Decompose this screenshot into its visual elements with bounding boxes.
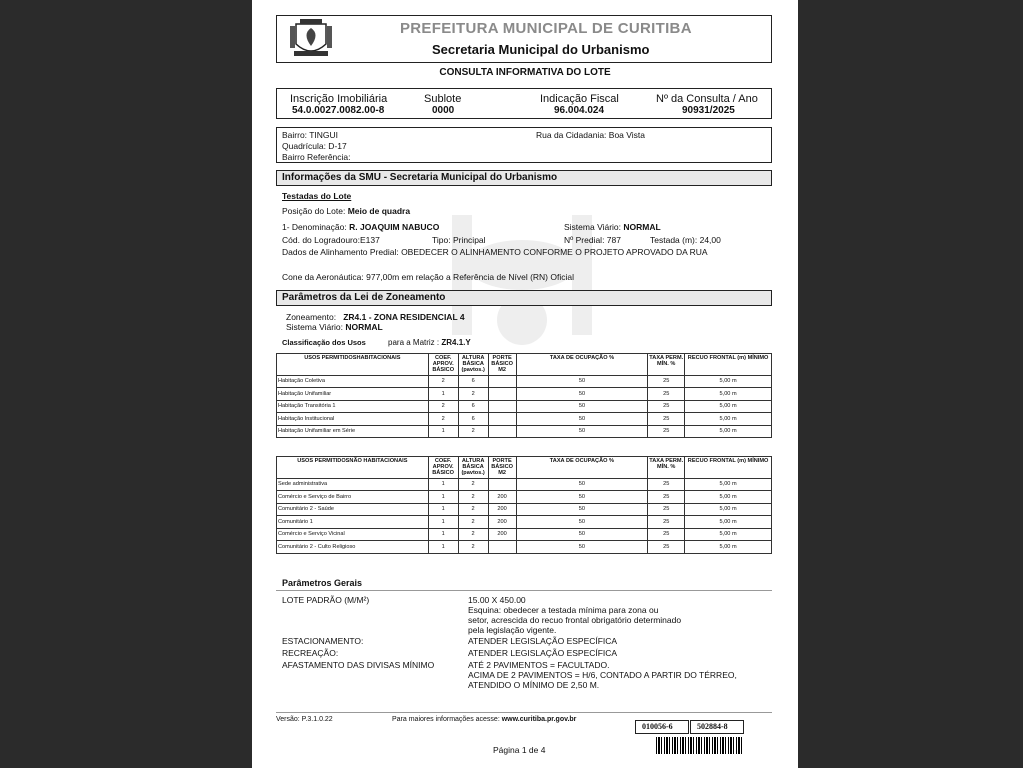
hab-header-4: TAXA DE OCUPAÇÃO % xyxy=(516,354,648,376)
nao-cell: 200 xyxy=(488,503,516,516)
nao-header-6: RECUO FRONTAL (m) MÍNIMO xyxy=(685,457,772,479)
nao-cell: 50 xyxy=(516,516,648,529)
alinhamento: Dados de Alinhamento Predial: OBEDECER O ALINHAMENTO CONFORME O PROJETO APROVADO DA RUA xyxy=(282,247,708,257)
bairro: Bairro: TINGUI xyxy=(282,130,339,140)
nao-header-3: PORTE BÁSICO M2 xyxy=(488,457,516,479)
posicao-label: Posição do Lote: xyxy=(282,206,346,216)
sublote-value: 0000 xyxy=(432,105,455,116)
nao-cell: 25 xyxy=(648,528,685,541)
table-row xyxy=(277,528,772,541)
nao-header-4: TAXA DE OCUPAÇÃO % xyxy=(516,457,648,479)
website-link[interactable]: www.curitiba.pr.gov.br xyxy=(501,716,577,723)
quadricula: Quadrícula: D-17 xyxy=(282,141,347,151)
nao-cell: Sede administrativa xyxy=(277,478,429,491)
inscricao-label: Inscrição Imobiliária xyxy=(290,93,388,105)
nao-cell: 2 xyxy=(458,503,488,516)
nao-cell: 25 xyxy=(648,491,685,504)
nao-cell: 200 xyxy=(488,516,516,529)
lote-padrao-value: 15.00 X 450.00 xyxy=(468,595,526,605)
usos-habitacionais-table xyxy=(276,353,772,438)
nao-cell: 50 xyxy=(516,528,648,541)
hab-cell: Habitação Unifamiliar xyxy=(277,388,429,401)
nao-cell: 200 xyxy=(488,491,516,504)
zoneamento-value: ZR4.1 - ZONA RESIDENCIAL 4 xyxy=(343,312,465,322)
nao-cell: 25 xyxy=(648,478,685,491)
nao-cell: 2 xyxy=(458,516,488,529)
hab-cell: 2 xyxy=(458,388,488,401)
hab-cell xyxy=(488,375,516,388)
hab-cell: 5,00 m xyxy=(685,400,772,413)
nao-cell: 25 xyxy=(648,541,685,554)
hab-cell: 25 xyxy=(648,375,685,388)
code-2: 502884-8 xyxy=(697,722,728,731)
footer-divider xyxy=(276,712,772,713)
recreacao-value: ATENDER LEGISLAÇÃO ESPECÍFICA xyxy=(468,648,618,658)
nao-cell: 1 xyxy=(428,516,458,529)
barcode xyxy=(656,737,744,754)
hab-cell: 2 xyxy=(458,425,488,438)
nao-cell: 5,00 m xyxy=(685,491,772,504)
posicao-lote xyxy=(282,206,410,216)
lote-padrao-note-2: setor, acrescida do recuo frontal obrigatório determinado xyxy=(468,615,682,625)
sistema-value: NORMAL xyxy=(623,222,661,232)
posicao-value: Meio de quadra xyxy=(347,206,411,216)
hab-cell: 25 xyxy=(648,388,685,401)
nao-cell: 5,00 m xyxy=(685,528,772,541)
hab-header-0: USOS PERMITIDOSHABITACIONAIS xyxy=(277,354,429,376)
hab-cell: 50 xyxy=(516,388,648,401)
hab-cell: Habitação Unifamiliar em Série xyxy=(277,425,429,438)
nao-cell: 1 xyxy=(428,491,458,504)
lote-padrao-note-1: Esquina: obedecer a testada mínima para zona ou xyxy=(468,605,659,615)
hab-cell: 5,00 m xyxy=(685,413,772,426)
hab-cell: 50 xyxy=(516,400,648,413)
zoneamento-sistema xyxy=(286,322,383,332)
hab-cell: 5,00 m xyxy=(685,425,772,438)
hab-header-1: COEF. APROV. BÁSICO xyxy=(428,354,458,376)
hab-cell: 1 xyxy=(428,388,458,401)
hab-cell: 6 xyxy=(458,400,488,413)
hab-cell: 5,00 m xyxy=(685,388,772,401)
hab-cell: 1 xyxy=(428,425,458,438)
hab-cell: 2 xyxy=(428,413,458,426)
table-row xyxy=(277,375,772,388)
zoneamento-label: Zoneamento: xyxy=(286,312,337,322)
hab-cell xyxy=(488,413,516,426)
page-number: Página 1 de 4 xyxy=(493,745,546,755)
table-row xyxy=(277,400,772,413)
table-row xyxy=(277,503,772,516)
matriz-value: ZR4.1.Y xyxy=(441,338,471,347)
hab-cell: 2 xyxy=(428,400,458,413)
table-row xyxy=(277,478,772,491)
nao-cell: 5,00 m xyxy=(685,503,772,516)
sistema-viario xyxy=(564,222,661,232)
indicacao-label: Indicação Fiscal xyxy=(540,93,619,105)
indicacao-value: 96.004.024 xyxy=(554,105,605,116)
n-predial: Nº Predial: 787 xyxy=(564,235,621,245)
nao-cell: 1 xyxy=(428,503,458,516)
nao-cell: Comércio e Serviço de Bairro xyxy=(277,491,429,504)
tipo: Tipo: Principal xyxy=(432,235,486,245)
hab-cell: 6 xyxy=(458,375,488,388)
nao-cell: 5,00 m xyxy=(685,516,772,529)
hab-cell: Habitação Coletiva xyxy=(277,375,429,388)
nao-cell xyxy=(488,541,516,554)
nao-cell: 2 xyxy=(458,541,488,554)
afastamento-value-1: ATÉ 2 PAVIMENTOS = FACULTADO. xyxy=(468,660,610,670)
nao-cell: 200 xyxy=(488,528,516,541)
nao-cell: 2 xyxy=(458,478,488,491)
table-row xyxy=(277,413,772,426)
hab-cell: 5,00 m xyxy=(685,375,772,388)
hab-cell: Habitação Institucional xyxy=(277,413,429,426)
hab-cell: 50 xyxy=(516,375,648,388)
nao-cell: 50 xyxy=(516,503,648,516)
recreacao-label: RECREAÇÃO: xyxy=(282,648,339,658)
hab-cell xyxy=(488,425,516,438)
hab-header-3: PORTE BÁSICO M2 xyxy=(488,354,516,376)
classificacao-usos: Classificação dos Usos xyxy=(282,338,366,347)
zoneamento-line xyxy=(286,312,465,322)
denominacao-value: R. JOAQUIM NABUCO xyxy=(349,222,440,232)
testada: Testada (m): 24,00 xyxy=(650,235,721,245)
inscricao-value: 54.0.0027.0082.00-8 xyxy=(292,105,385,116)
smu-section-title: Informações da SMU - Secretaria Municipal do Urbanismo xyxy=(276,170,772,186)
estacionamento-value: ATENDER LEGISLAÇÃO ESPECÍFICA xyxy=(468,636,618,646)
nao-cell: Comunitário 2 - Culto Religioso xyxy=(277,541,429,554)
nao-cell: 50 xyxy=(516,491,648,504)
usos-nao-habitacionais-table xyxy=(276,456,772,554)
matriz xyxy=(388,338,471,347)
hab-cell: 6 xyxy=(458,413,488,426)
zoneamento-sistema-label: Sistema Viário: xyxy=(286,322,344,332)
more-info-label: Para maiores informações acesse: xyxy=(392,716,500,723)
zoneamento-section-title: Parâmetros da Lei de Zoneamento xyxy=(276,290,772,306)
parametros-gerais-title: Parâmetros Gerais xyxy=(282,578,363,588)
consulta-label: Nº da Consulta / Ano xyxy=(656,93,758,105)
nao-cell: Comunitário 2 - Saúde xyxy=(277,503,429,516)
testadas-title: Testadas do Lote xyxy=(282,191,352,201)
sublote-label: Sublote xyxy=(424,93,462,105)
curitiba-coat-of-arms-logo xyxy=(288,18,334,60)
nao-header-0: USOS PERMITIDOSNÃO HABITACIONAIS xyxy=(277,457,429,479)
more-info xyxy=(392,716,576,723)
nao-cell xyxy=(488,478,516,491)
hab-header-2: ALTURA BÁSICA (pavtos.) xyxy=(458,354,488,376)
document-page xyxy=(252,0,798,768)
afastamento-value-2: ACIMA DE 2 PAVIMENTOS = H/6, CONTADO A PARTIR DO TÉRREO, xyxy=(468,670,737,680)
table-row xyxy=(277,516,772,529)
hab-header-5: TAXA PERM. MÍN. % xyxy=(648,354,685,376)
code-1: 010056-6 xyxy=(642,722,673,731)
hab-cell: Habitação Transitória 1 xyxy=(277,400,429,413)
nao-cell: 2 xyxy=(458,528,488,541)
hab-cell: 2 xyxy=(428,375,458,388)
table-row xyxy=(277,425,772,438)
nao-cell: 1 xyxy=(428,541,458,554)
sistema-label: Sistema Viário: xyxy=(564,222,622,232)
nao-header-5: TAXA PERM. MÍN. % xyxy=(648,457,685,479)
zoneamento-sistema-value: NORMAL xyxy=(345,322,383,332)
afastamento-value-3: ATENDIDO O MÍNIMO DE 2,50 M. xyxy=(468,680,600,690)
nao-cell: 50 xyxy=(516,478,648,491)
denominacao xyxy=(282,222,439,232)
nao-cell: Comunitário 1 xyxy=(277,516,429,529)
cone-aeronautica: Cone da Aeronáutica: 977,00m em relação a Referência de Nível (RN) Oficial xyxy=(282,272,574,282)
hab-cell: 25 xyxy=(648,425,685,438)
rua-cidadania: Rua da Cidadania: Boa Vista xyxy=(536,130,646,140)
consulta-value: 90931/2025 xyxy=(682,105,735,116)
gerais-divider xyxy=(276,590,772,591)
nao-cell: Comércio e Serviço Vicinal xyxy=(277,528,429,541)
denominacao-label: 1- Denominação: xyxy=(282,222,347,232)
city-hall-title: PREFEITURA MUNICIPAL DE CURITIBA xyxy=(400,20,692,37)
afastamento-label: AFASTAMENTO DAS DIVISAS MÍNIMO xyxy=(282,660,435,670)
versao: Versão: P.3.1.0.22 xyxy=(276,716,333,723)
nao-cell: 2 xyxy=(458,491,488,504)
nao-cell: 1 xyxy=(428,478,458,491)
secretaria-subtitle: Secretaria Municipal do Urbanismo xyxy=(432,42,650,57)
nao-header-1: COEF. APROV. BÁSICO xyxy=(428,457,458,479)
table-row xyxy=(277,388,772,401)
nao-cell: 5,00 m xyxy=(685,478,772,491)
hab-cell: 50 xyxy=(516,413,648,426)
hab-cell xyxy=(488,388,516,401)
document-heading: CONSULTA INFORMATIVA DO LOTE xyxy=(439,67,611,78)
bairro-referencia: Bairro Referência: xyxy=(282,152,351,162)
lote-padrao-label: LOTE PADRÃO (M/M²) xyxy=(282,595,370,605)
nao-cell: 25 xyxy=(648,516,685,529)
matriz-label: para a Matriz : xyxy=(388,338,440,347)
hab-header-6: RECUO FRONTAL (m) MÍNIMO xyxy=(685,354,772,376)
lote-padrao-note-3: pela legislação vigente. xyxy=(468,625,557,635)
table-row xyxy=(277,541,772,554)
hab-cell xyxy=(488,400,516,413)
hab-cell: 50 xyxy=(516,425,648,438)
nao-cell: 1 xyxy=(428,528,458,541)
nao-cell: 50 xyxy=(516,541,648,554)
table-row xyxy=(277,491,772,504)
nao-header-2: ALTURA BÁSICA (pavtos.) xyxy=(458,457,488,479)
nao-cell: 5,00 m xyxy=(685,541,772,554)
cod-logradouro: Cód. do Logradouro:E137 xyxy=(282,235,380,245)
hab-cell: 25 xyxy=(648,400,685,413)
nao-cell: 25 xyxy=(648,503,685,516)
estacionamento-label: ESTACIONAMENTO: xyxy=(282,636,364,646)
hab-cell: 25 xyxy=(648,413,685,426)
